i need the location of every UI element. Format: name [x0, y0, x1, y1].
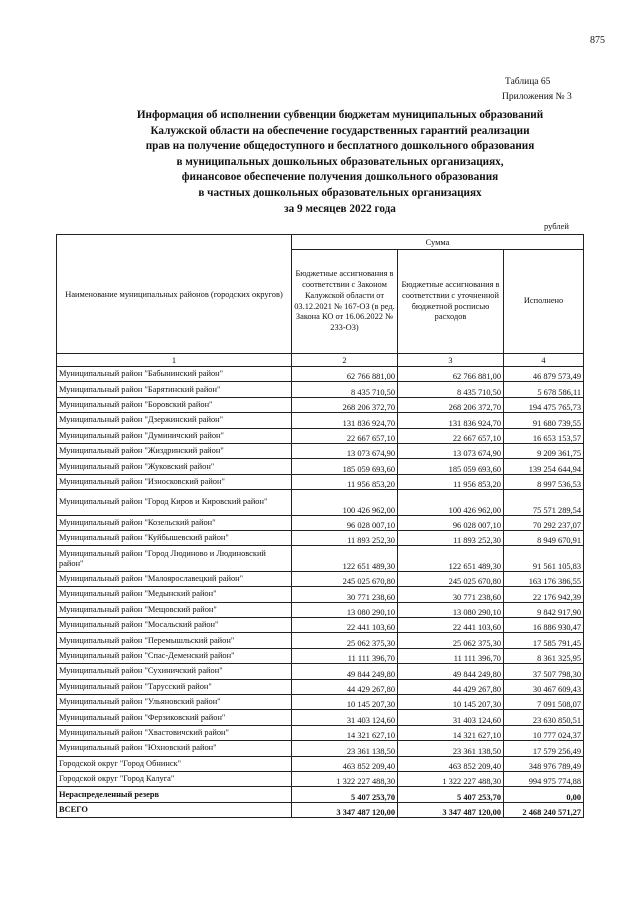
- executed-amount-cell: 10 777 024,37: [504, 725, 584, 740]
- district-name-cell: Муниципальный район "Мосальский район": [57, 618, 292, 633]
- revised-allocation-cell: 3 347 487 120,00: [398, 802, 504, 817]
- executed-amount-cell: 163 176 386,55: [504, 571, 584, 586]
- revised-allocation-cell: 22 441 103,60: [398, 618, 504, 633]
- table-row: [57, 490, 584, 516]
- revised-allocation-cell: 13 080 290,10: [398, 602, 504, 617]
- table-row: [57, 633, 584, 648]
- executed-amount-cell: 2 468 240 571,27: [504, 802, 584, 817]
- revised-allocation-cell: 25 062 375,30: [398, 633, 504, 648]
- title-line: прав на получение общедоступного и бесплатного дошкольного образования: [145, 140, 535, 153]
- revised-allocation-cell: 44 429 267,80: [398, 679, 504, 694]
- executed-amount-cell: 17 579 256,49: [504, 741, 584, 756]
- district-name-cell: Городской округ "Город Обнинск": [57, 756, 292, 771]
- law-allocation-cell: 8 435 710,50: [292, 382, 398, 397]
- revised-allocation-cell: 30 771 238,60: [398, 587, 504, 602]
- revised-allocation-cell: 22 667 657,10: [398, 428, 504, 443]
- document-title: [60, 108, 620, 217]
- revised-allocation-cell: 11 893 252,30: [398, 531, 504, 546]
- district-name-cell: Муниципальный район "Мещовский район": [57, 602, 292, 617]
- revised-allocation-cell: 11 956 853,20: [398, 474, 504, 489]
- executed-amount-cell: 16 886 930,47: [504, 618, 584, 633]
- revised-allocation-cell: 13 073 674,90: [398, 443, 504, 458]
- table-row: [57, 664, 584, 679]
- district-name-cell: Муниципальный район "Козельский район": [57, 515, 292, 530]
- table-row: [57, 756, 584, 771]
- column-number: 1: [57, 354, 292, 367]
- revised-allocation-cell: 62 766 881,00: [398, 367, 504, 382]
- header-name: Наименование муниципальных районов (городских округов): [57, 235, 292, 354]
- district-name-cell: Муниципальный район "Хвастовичский район": [57, 725, 292, 740]
- district-name-cell: Муниципальный район "Перемышльский район": [57, 633, 292, 648]
- table-row: [57, 725, 584, 740]
- law-allocation-cell: 49 844 249,80: [292, 664, 398, 679]
- district-name-cell: Нераспределенный резерв: [57, 787, 292, 802]
- law-allocation-cell: 463 852 209,40: [292, 756, 398, 771]
- district-name-cell: Городской округ "Город Калуга": [57, 771, 292, 786]
- table-row: [57, 679, 584, 694]
- table-row: [57, 618, 584, 633]
- law-allocation-cell: 14 321 627,10: [292, 725, 398, 740]
- district-name-cell: Муниципальный район "Медынский район": [57, 587, 292, 602]
- revised-allocation-cell: 100 426 962,00: [398, 490, 504, 516]
- title-line: Информация об исполнении субвенции бюджетам муниципальных образований: [136, 109, 544, 121]
- header-revised-allocations: Бюджетные ассигнования в соответствии с уточненной бюджетной росписью расходов: [398, 250, 504, 354]
- table-row: [57, 710, 584, 725]
- table-row: [57, 802, 584, 817]
- table-row: [57, 546, 584, 572]
- revised-allocation-cell: 23 361 138,50: [398, 741, 504, 756]
- law-allocation-cell: 11 111 396,70: [292, 648, 398, 663]
- executed-amount-cell: 0,00: [504, 787, 584, 802]
- district-name-cell: Муниципальный район "Дзержинский район": [57, 413, 292, 428]
- column-number: 3: [398, 354, 504, 367]
- law-allocation-cell: 268 206 372,70: [292, 397, 398, 412]
- law-allocation-cell: 13 080 290,10: [292, 602, 398, 617]
- table-row: [57, 602, 584, 617]
- table-row: [57, 648, 584, 663]
- title-line: финансовое обеспечение получения дошкольного образования: [181, 171, 499, 184]
- district-name-cell: Муниципальный район "Бабынинский район": [57, 367, 292, 382]
- district-name-cell: Муниципальный район "Ульяновский район": [57, 695, 292, 710]
- table-row: [57, 515, 584, 530]
- executed-amount-cell: 22 176 942,39: [504, 587, 584, 602]
- law-allocation-cell: 5 407 253,70: [292, 787, 398, 802]
- revised-allocation-cell: 14 321 627,10: [398, 725, 504, 740]
- revised-allocation-cell: 49 844 249,80: [398, 664, 504, 679]
- law-allocation-cell: 100 426 962,00: [292, 490, 398, 516]
- revised-allocation-cell: 463 852 209,40: [398, 756, 504, 771]
- district-name-cell: Муниципальный район "Тарусский район": [57, 679, 292, 694]
- law-allocation-cell: 122 651 489,30: [292, 546, 398, 572]
- table-row: [57, 443, 584, 458]
- district-name-cell: Муниципальный район "Думиничский район": [57, 428, 292, 443]
- law-allocation-cell: 10 145 207,30: [292, 695, 398, 710]
- table-row: [57, 367, 584, 382]
- district-name-cell: Муниципальный район "Юхновский район": [57, 741, 292, 756]
- table-reference: Таблица 65: [505, 77, 551, 87]
- executed-amount-cell: 8 949 670,91: [504, 531, 584, 546]
- appendix-reference: Приложения № 3: [502, 92, 572, 102]
- law-allocation-cell: 13 073 674,90: [292, 443, 398, 458]
- law-allocation-cell: 1 322 227 488,30: [292, 771, 398, 786]
- title-line: Калужской области на обеспечение государственных гарантий реализации: [150, 124, 530, 137]
- district-name-cell: Муниципальный район "Жуковский район": [57, 459, 292, 474]
- page-number: 875: [590, 35, 605, 46]
- executed-amount-cell: 23 630 850,51: [504, 710, 584, 725]
- executed-amount-cell: 348 976 789,49: [504, 756, 584, 771]
- column-number: 2: [292, 354, 398, 367]
- district-name-cell: Муниципальный район "Барятинский район": [57, 382, 292, 397]
- executed-amount-cell: 37 507 798,30: [504, 664, 584, 679]
- district-name-cell: Муниципальный район "Сухиничский район": [57, 664, 292, 679]
- table-row: [57, 787, 584, 802]
- executed-amount-cell: 194 475 765,73: [504, 397, 584, 412]
- revised-allocation-cell: 185 059 693,60: [398, 459, 504, 474]
- table-row: [57, 571, 584, 586]
- law-allocation-cell: 30 771 238,60: [292, 587, 398, 602]
- law-allocation-cell: 25 062 375,30: [292, 633, 398, 648]
- district-name-cell: Муниципальный район "Малоярославецкий район": [57, 571, 292, 586]
- revised-allocation-cell: 10 145 207,30: [398, 695, 504, 710]
- law-allocation-cell: 31 403 124,60: [292, 710, 398, 725]
- executed-amount-cell: 9 209 361,75: [504, 443, 584, 458]
- district-name-cell: Муниципальный район "Город Людиново и Людиновский район": [57, 546, 292, 572]
- table-row: [57, 459, 584, 474]
- law-allocation-cell: 62 766 881,00: [292, 367, 398, 382]
- table-row: [57, 695, 584, 710]
- title-line: в частных дошкольных образовательных организациях: [198, 186, 482, 199]
- table-row: [57, 771, 584, 786]
- table-row: [57, 531, 584, 546]
- header-executed: Исполнено: [504, 250, 584, 354]
- executed-amount-cell: 16 653 153,57: [504, 428, 584, 443]
- table-row: [57, 587, 584, 602]
- revised-allocation-cell: 245 025 670,80: [398, 571, 504, 586]
- law-allocation-cell: 23 361 138,50: [292, 741, 398, 756]
- table-row: [57, 382, 584, 397]
- district-name-cell: Муниципальный район "Ферзиковский район": [57, 710, 292, 725]
- execution-table: [56, 234, 584, 818]
- district-name-cell: Муниципальный район "Куйбышевский район": [57, 531, 292, 546]
- executed-amount-cell: 994 975 774,88: [504, 771, 584, 786]
- law-allocation-cell: 44 429 267,80: [292, 679, 398, 694]
- law-allocation-cell: 185 059 693,60: [292, 459, 398, 474]
- revised-allocation-cell: 96 028 007,10: [398, 515, 504, 530]
- executed-amount-cell: 5 678 586,11: [504, 382, 584, 397]
- executed-amount-cell: 139 254 644,94: [504, 459, 584, 474]
- executed-amount-cell: 30 467 609,43: [504, 679, 584, 694]
- revised-allocation-cell: 268 206 372,70: [398, 397, 504, 412]
- executed-amount-cell: 91 680 739,55: [504, 413, 584, 428]
- revised-allocation-cell: 122 651 489,30: [398, 546, 504, 572]
- table-row: [57, 413, 584, 428]
- revised-allocation-cell: 8 435 710,50: [398, 382, 504, 397]
- law-allocation-cell: 131 836 924,70: [292, 413, 398, 428]
- district-name-cell: Муниципальный район "Спас-Деменский район": [57, 648, 292, 663]
- law-allocation-cell: 245 025 670,80: [292, 571, 398, 586]
- executed-amount-cell: 8 997 536,53: [504, 474, 584, 489]
- title-line: за 9 месяцев 2022 года: [284, 202, 396, 215]
- revised-allocation-cell: 11 111 396,70: [398, 648, 504, 663]
- revised-allocation-cell: 5 407 253,70: [398, 787, 504, 802]
- law-allocation-cell: 22 667 657,10: [292, 428, 398, 443]
- law-allocation-cell: 3 347 487 120,00: [292, 802, 398, 817]
- district-name-cell: Муниципальный район "Износковский район": [57, 474, 292, 489]
- district-name-cell: Муниципальный район "Боровский район": [57, 397, 292, 412]
- executed-amount-cell: 9 842 917,90: [504, 602, 584, 617]
- executed-amount-cell: 17 585 791,45: [504, 633, 584, 648]
- law-allocation-cell: 96 028 007,10: [292, 515, 398, 530]
- executed-amount-cell: 70 292 237,07: [504, 515, 584, 530]
- currency-unit: рублей: [544, 221, 569, 231]
- title-line: в муниципальных дошкольных образовательных организациях,: [176, 155, 504, 168]
- executed-amount-cell: 7 091 508,07: [504, 695, 584, 710]
- law-allocation-cell: 11 893 252,30: [292, 531, 398, 546]
- law-allocation-cell: 11 956 853,20: [292, 474, 398, 489]
- district-name-cell: Муниципальный район "Город Киров и Кировский район": [57, 490, 292, 516]
- header-law-allocations: Бюджетные ассигнования в соответствии с Законом Калужской области от 03.12.2021 № 167-ОЗ (в ред. Закона КО от 16.06.2022 № 233-ОЗ): [292, 250, 398, 354]
- law-allocation-cell: 22 441 103,60: [292, 618, 398, 633]
- executed-amount-cell: 46 879 573,49: [504, 367, 584, 382]
- column-number: 4: [504, 354, 584, 367]
- revised-allocation-cell: 1 322 227 488,30: [398, 771, 504, 786]
- district-name-cell: Муниципальный район "Жиздринский район": [57, 443, 292, 458]
- table-row: [57, 397, 584, 412]
- executed-amount-cell: 75 571 289,54: [504, 490, 584, 516]
- revised-allocation-cell: 31 403 124,60: [398, 710, 504, 725]
- table-row: [57, 741, 584, 756]
- revised-allocation-cell: 131 836 924,70: [398, 413, 504, 428]
- table-row: [57, 428, 584, 443]
- table-row: [57, 474, 584, 489]
- header-sum: Сумма: [292, 235, 584, 250]
- district-name-cell: ВСЕГО: [57, 802, 292, 817]
- executed-amount-cell: 8 361 325,95: [504, 648, 584, 663]
- table-body: [57, 367, 584, 818]
- executed-amount-cell: 91 561 105,83: [504, 546, 584, 572]
